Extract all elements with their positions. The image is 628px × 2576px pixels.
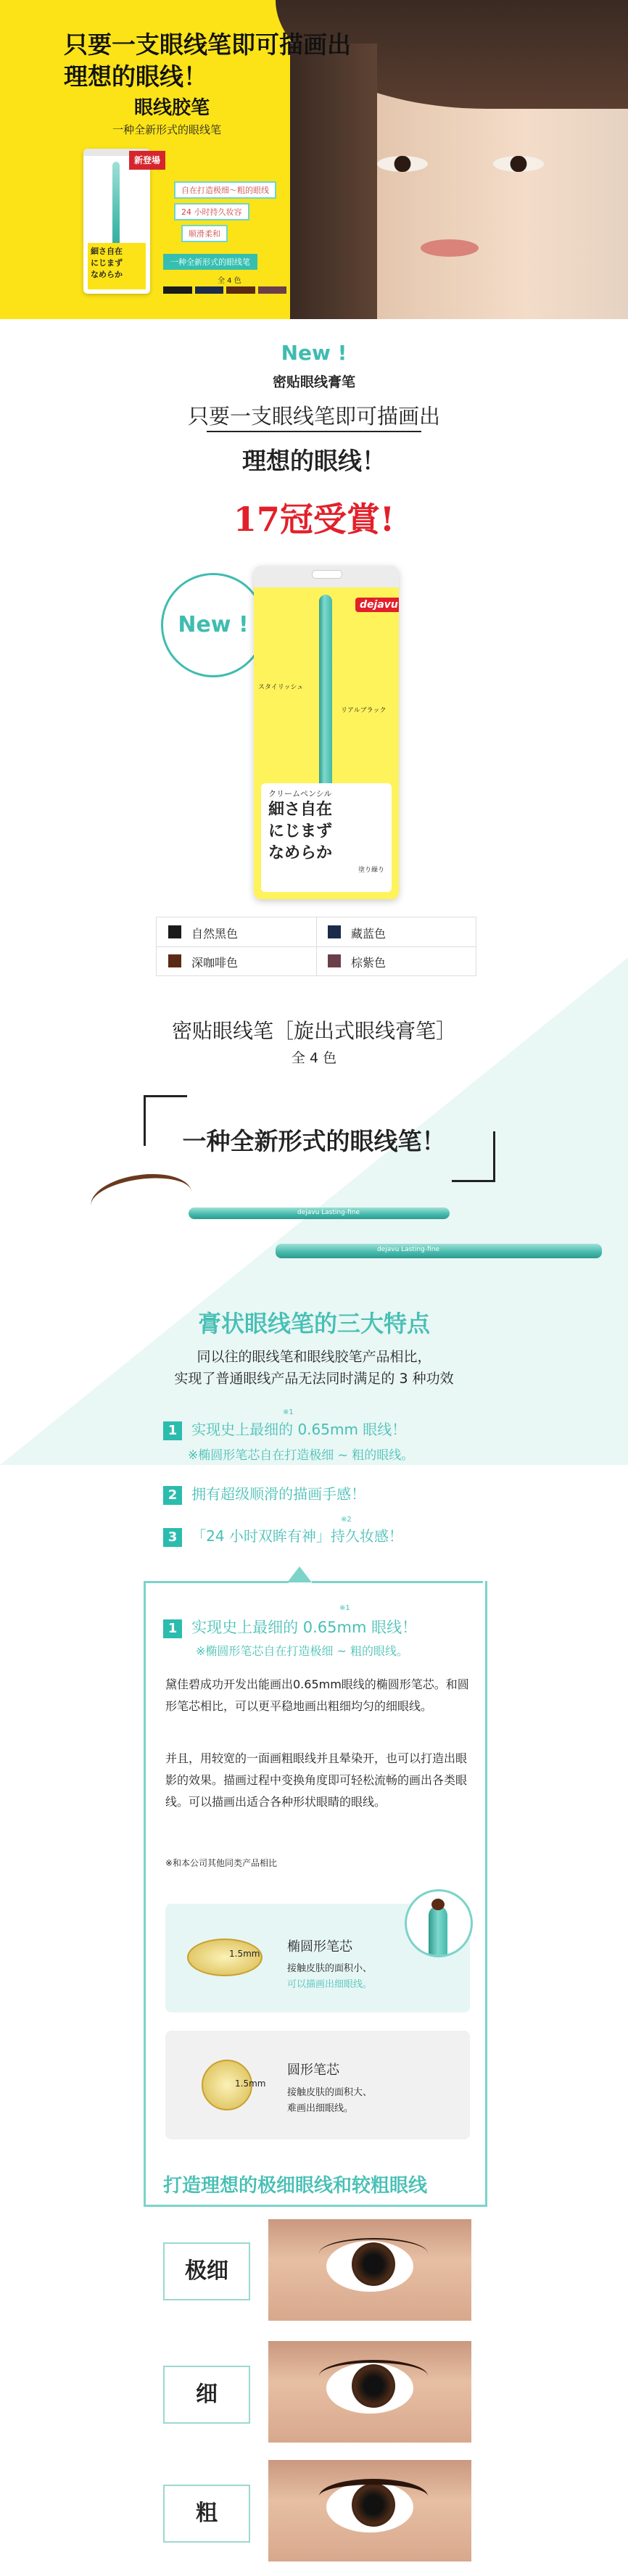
model-eye-right (493, 156, 544, 172)
liner-stroke (88, 1168, 195, 1230)
package-new-circle: New ! (161, 573, 265, 677)
color-name-navy: 藏蓝色 (351, 927, 387, 941)
feature-3 (163, 1524, 403, 1547)
oval-zoom-circle (405, 1889, 473, 1957)
eye-image-thick (268, 2460, 471, 2561)
model-hair-side (290, 44, 377, 319)
feature-1-sub: ※椭圆形笔芯自在打造极细 ~ 粗的眼线。 (188, 1448, 414, 1463)
hero-box2: 24 小时持久妆容 (174, 203, 249, 220)
hero-package (83, 149, 150, 294)
feature-3-main: 「24 小时双眸有神」持久妆感！ (191, 1527, 403, 1545)
color-swatch-brown (168, 954, 181, 967)
hero-line2: 理想的眼线！ (64, 62, 207, 91)
hero-color-swatches (163, 286, 286, 294)
hero-pkg-text3: なめらか (91, 270, 123, 279)
thickness-heading: 打造理想的极细眼线和较粗眼线 (163, 2175, 428, 2197)
color-swatch-mauve (328, 954, 341, 967)
feature-2 (163, 1482, 365, 1505)
hero-new-badge: 新登場 (129, 151, 165, 170)
hero-subtitle: 一种全新形式的眼线笔 (112, 123, 222, 136)
hero-box3: 顺滑柔和 (181, 225, 228, 242)
hero-product: 眼线胶笔 (134, 97, 210, 119)
pen-open-text: dejavu Lasting-fine (297, 1209, 360, 1216)
color-name-brown: 深咖啡色 (191, 956, 239, 970)
intro-name: 密贴眼线膏笔 (272, 374, 355, 390)
oval-desc2: 可以描画出细眼线。 (287, 1979, 373, 1990)
features-sub2: 实现了普通眼线产品无法同时满足的 3 种功效 (174, 1371, 454, 1387)
round-card (165, 2031, 470, 2139)
package-t3: なめらか (268, 844, 333, 862)
package-t2: にじまず (268, 822, 333, 841)
package-cream: クリームペンシル (268, 789, 332, 798)
intro-underline (207, 431, 421, 432)
intro-line1: 只要一支眼线笔即可描画出 (187, 404, 440, 429)
color-name-black: 自然黑色 (191, 927, 239, 941)
hero-pkg-text1: 細さ自在 (91, 247, 123, 256)
feature-2-num: 2 (163, 1486, 182, 1505)
eye-image-extra-fine (268, 2219, 471, 2321)
hero-box1: 自在打造极细～粗的眼线 (174, 181, 276, 199)
package-side2: リアルブラック (341, 707, 387, 714)
thickness-label-extra-fine: 极细 (163, 2242, 250, 2300)
oval-card (165, 1904, 470, 2012)
feature-1-note: ※1 (283, 1408, 294, 1416)
feature-1-main: 实现史上最细的 0.65mm 眼线！ (191, 1421, 407, 1438)
detail-note: ※1 (339, 1604, 350, 1612)
detail-num: 1 (163, 1619, 182, 1638)
hero-pkg-text2: にじまず (91, 258, 123, 268)
intro-award: 17冠受賞! (233, 500, 395, 539)
intro-line2: 理想的眼线！ (242, 447, 386, 475)
thickness-label-fine: 细 (163, 2366, 250, 2424)
color-name-mauve: 棕紫色 (351, 956, 387, 970)
pen-slogan: 一种全新形式的眼线笔！ (182, 1127, 446, 1155)
package-image (254, 566, 399, 899)
model-eye-left (377, 156, 428, 172)
pen-title: 密贴眼线笔［旋出式眼线膏笔］ (171, 1019, 456, 1043)
feature-3-note: ※2 (341, 1516, 352, 1524)
feature-3-num: 3 (163, 1528, 182, 1547)
feature-2-main: 拥有超级顺滑的描画手感！ (191, 1485, 366, 1503)
detail-title: 实现史上最细的 0.65mm 眼线！ (191, 1619, 418, 1636)
color-table (156, 917, 476, 976)
package-small: 塗り繰り (358, 867, 384, 874)
color-swatch-black (168, 925, 181, 938)
oval-desc1: 接触皮肤的面积小、 (287, 1963, 373, 1974)
features-sub1: 同以往的眼线笔和眼线胶笔产品相比， (197, 1349, 431, 1365)
hero-colors-count: 全 4 色 (218, 277, 241, 285)
detail-sub: ※椭圆形笔芯自在打造极细 ~ 粗的眼线。 (196, 1644, 408, 1658)
eye-image-fine (268, 2341, 471, 2443)
thickness-label-thick: 粗 (163, 2485, 250, 2543)
feature-1 (163, 1418, 406, 1440)
pen-count: 全 4 色 (291, 1050, 337, 1066)
intro-new: New ! (281, 341, 347, 365)
features-heading: 膏状眼线笔的三大特点 (197, 1310, 430, 1337)
hero-banner (0, 0, 628, 319)
feature-1-num: 1 (163, 1421, 182, 1440)
round-desc2: 难画出细眼线。 (287, 2103, 354, 2114)
round-size: 1.5mm (235, 2078, 266, 2089)
round-desc1: 接触皮肤的面积大、 (287, 2087, 373, 2098)
model-lips (421, 239, 479, 257)
round-title: 圆形笔芯 (287, 2063, 339, 2078)
detail-p2: 并且，用较宽的一面画粗眼线并且晕染开，也可以打造出眼影的效果。描画过程中变换角度即可轻松流畅的画出各类眼线。可以描画出适合各种形状眼睛的眼线。 (165, 1751, 468, 1809)
detail-note2: ※和本公司其他同类产品相比 (165, 1858, 278, 1868)
detail-box-notch (287, 1566, 312, 1582)
detail-header (163, 1616, 417, 1638)
hero-line1: 只要一支眼线笔即可描画出 (64, 30, 351, 59)
detail-p1: 黛佳碧成功开发出能画出0.65mm眼线的椭圆形笔芯。和圆形笔芯相比，可以更平稳地画出粗细均匀的细眼线。 (165, 1677, 469, 1713)
pen-closed-text: dejavu Lasting-fine (377, 1246, 439, 1253)
color-swatch-navy (328, 925, 341, 938)
hero-box4: 一种全新形式的眼线笔 (163, 254, 257, 270)
package-side: スタイリッシュ (258, 684, 304, 691)
package-brand: dejavu (355, 598, 399, 612)
package-t1: 細さ自在 (268, 801, 333, 819)
oval-size: 1.5mm (229, 1949, 260, 1959)
oval-title: 椭圆形笔芯 (287, 1939, 352, 1954)
